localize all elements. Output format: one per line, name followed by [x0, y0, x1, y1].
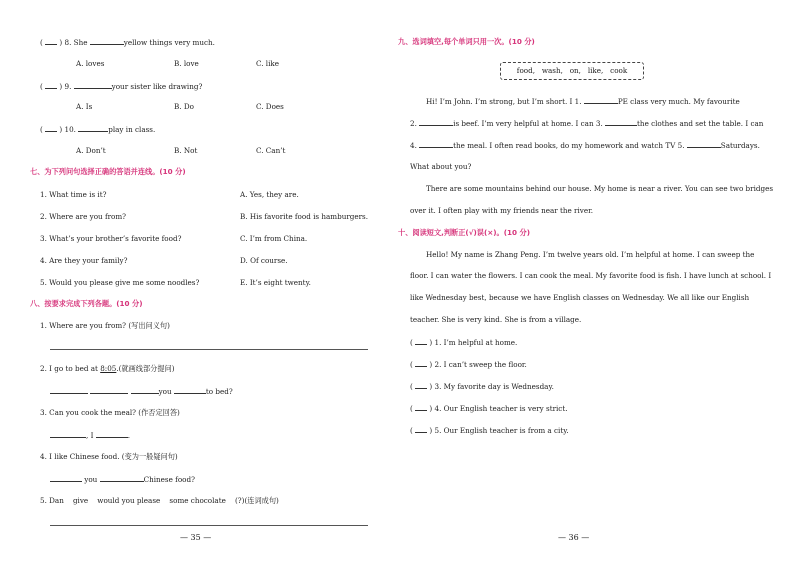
cloze-line-5: There are some mountains behind our house. My home is near a river. You can see two bridges — [426, 184, 774, 193]
match-answer-e[interactable]: E. It’s eight twenty. — [240, 278, 311, 287]
match-question-1[interactable]: 1. What time is it? — [40, 190, 107, 199]
rewrite-answer-3: , I . — [50, 430, 130, 441]
cloze-line-4: What about you? — [410, 162, 472, 171]
cloze-blank-2[interactable] — [419, 118, 453, 126]
q10-option-c: C. Can’t — [256, 146, 286, 155]
rewrite-question-2: 2. I go to bed at 8:05.(就画线部分提问) — [40, 364, 175, 373]
rewrite-answer-4: you Chinese food? — [50, 474, 195, 485]
passage-line-4: teacher. She is very kind. She is from a village. — [410, 315, 582, 324]
answer-blank[interactable] — [45, 37, 57, 45]
section-9-heading: 九、选词填空,每个单词只用一次。(10 分) — [398, 37, 535, 46]
cloze-blank-4[interactable] — [419, 140, 453, 148]
fill-blank[interactable] — [50, 430, 86, 438]
fill-blank[interactable] — [174, 386, 206, 394]
fill-blank[interactable] — [74, 81, 112, 89]
fill-blank[interactable] — [100, 474, 144, 482]
rewrite-question-3: 3. Can you cook the meal? (作否定回答) — [40, 408, 180, 417]
question-10: ( ) 10. play in class. — [40, 125, 156, 134]
fill-blank[interactable] — [90, 37, 124, 45]
fill-blank[interactable] — [50, 386, 88, 394]
cloze-line-2: 2. is beef. I’m very helpful at home. I can 3. the clothes and set the table. I can — [410, 119, 764, 128]
question-9: ( ) 9. your sister like drawing? — [40, 82, 203, 91]
section-10-heading: 十、阅读短文,判断正(√)误(×)。(10 分) — [398, 228, 531, 237]
fill-blank[interactable] — [131, 386, 159, 394]
q10-option-a: A. Don’t — [76, 146, 106, 155]
match-answer-b[interactable]: B. His favorite food is hamburgers. — [240, 212, 369, 221]
match-answer-d[interactable]: D. Of course. — [240, 256, 288, 265]
q8-option-c: C. like — [256, 59, 280, 68]
passage-line-3: like Wednesday best, because we have English classes on Wednesday. We all like our English — [410, 293, 750, 302]
match-answer-a[interactable]: A. Yes, they are. — [240, 190, 299, 199]
cloze-blank-3[interactable] — [605, 118, 637, 126]
q9-option-b: B. Do — [174, 102, 194, 111]
word-bank — [500, 62, 644, 80]
fill-blank[interactable] — [90, 386, 128, 394]
word-bank-words: food, wash, on, like, cook — [516, 66, 628, 75]
judge-item-1: ( ) 1. I’m helpful at home. — [410, 338, 518, 347]
rewrite-question-1: 1. Where are you from? (写出问义句) — [40, 321, 170, 330]
section-7-heading: 七、为下列问句选择正确的答语并连线。(10 分) — [30, 167, 186, 176]
q9-option-a: A. Is — [76, 102, 93, 111]
section-8-heading: 八、按要求完成下列各题。(10 分) — [30, 299, 143, 308]
passage-line-2: floor. I can water the flowers. I can cook the meal. My favorite food is fish. I have lunch at school. I — [410, 271, 772, 280]
answer-line[interactable] — [50, 349, 368, 350]
fill-blank[interactable] — [78, 124, 108, 132]
answer-blank[interactable] — [45, 124, 57, 132]
underlined-time: 8:05 — [100, 364, 117, 373]
answer-blank[interactable] — [45, 81, 57, 89]
judge-blank[interactable] — [415, 403, 427, 411]
q9-option-c: C. Does — [256, 102, 284, 111]
page-number: — 36 — — [558, 533, 590, 542]
match-question-2[interactable]: 2. Where are you from? — [40, 212, 127, 221]
rewrite-question-5: 5. Dan give would you please some chocolate (?)(连词成句) — [40, 496, 279, 505]
cloze-line-6: over it. I often play with my friends near the river. — [410, 206, 594, 215]
answer-line[interactable] — [50, 525, 368, 526]
fill-blank[interactable] — [50, 474, 82, 482]
cloze-line-1: Hi! I’m John. I’m strong, but I’m short. I 1. PE class very much. My favourite — [426, 97, 740, 106]
page-number: — 35 — — [180, 533, 212, 542]
judge-item-5: ( ) 5. Our English teacher is from a city. — [410, 426, 569, 435]
match-question-3[interactable]: 3. What’s your brother’s favorite food? — [40, 234, 182, 243]
judge-item-4: ( ) 4. Our English teacher is very strict. — [410, 404, 568, 413]
match-answer-c[interactable]: C. I’m from China. — [240, 234, 308, 243]
fill-blank[interactable] — [96, 430, 128, 438]
match-question-5[interactable]: 5. Would you please give me some noodles? — [40, 278, 200, 287]
match-question-4[interactable]: 4. Are they your family? — [40, 256, 128, 265]
passage-line-1: Hello! My name is Zhang Peng. I’m twelve years old. I’m helpful at home. I can sweep the — [426, 250, 755, 259]
rewrite-question-4: 4. I like Chinese food. (变为一般疑问句) — [40, 452, 178, 461]
judge-blank[interactable] — [415, 381, 427, 389]
judge-blank[interactable] — [415, 425, 427, 433]
judge-blank[interactable] — [415, 337, 427, 345]
cloze-line-3: 4. the meal. I often read books, do my homework and watch TV 5. Saturdays. — [410, 141, 760, 150]
judge-blank[interactable] — [415, 359, 427, 367]
q8-option-b: B. love — [174, 59, 199, 68]
right-page — [400, 0, 800, 565]
cloze-blank-1[interactable] — [584, 96, 618, 104]
q8-option-a: A. loves — [76, 59, 105, 68]
judge-item-2: ( ) 2. I can’t sweep the floor. — [410, 360, 527, 369]
judge-item-3: ( ) 3. My favorite day is Wednesday. — [410, 382, 554, 391]
cloze-blank-5[interactable] — [687, 140, 721, 148]
question-8: ( ) 8. She yellow things very much. — [40, 38, 215, 47]
rewrite-answer-2: you to bed? — [50, 386, 233, 397]
q10-option-b: B. Not — [174, 146, 198, 155]
